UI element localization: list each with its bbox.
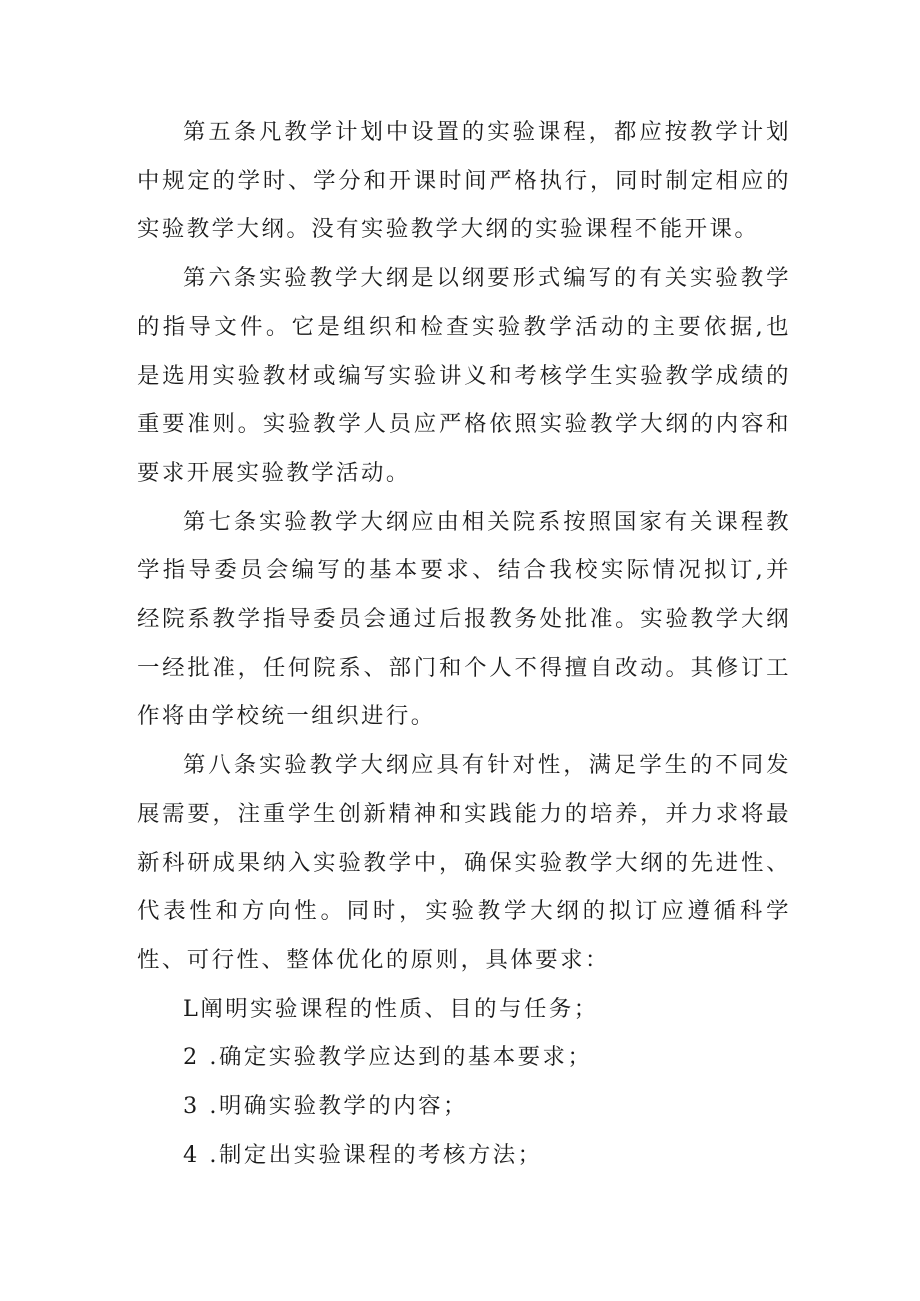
list-item: 2 .确定实验教学应达到的基本要求； bbox=[183, 1044, 593, 1071]
paragraph-article-7: 第七条实验教学大纲应由相关院系按照国家有关课程教学指导委员会编写的基本要求、结合我校实际情况拟订,并经院系教学指导委员会通过后报教务处批准。实验教学大纲一经批准，任何院系、部门和个人不得擅自改动。其修订工作将由学校统一组织进行。 bbox=[137, 508, 791, 730]
list-item: 4 .制定出实验课程的考核方法； bbox=[183, 1141, 543, 1168]
requirements-list bbox=[137, 985, 791, 1180]
paragraph-article-8: 第八条实验教学大纲应具有针对性，满足学生的不同发展需要，注重学生创新精神和实践能力的培养，并力求将最新科研成果纳入实验教学中，确保实验教学大纲的先进性、代表性和方向性。同时，实验教学大纲的拟订应遵循科学性、可行性、整体优化的原则，具体要求： bbox=[137, 752, 791, 973]
paragraph-article-5: 第五条凡教学计划中设置的实验课程，都应按教学计划中规定的学时、学分和开课时间严格执行，同时制定相应的实验教学大纲。没有实验教学大纲的实验课程不能开课。 bbox=[137, 119, 791, 243]
document-body bbox=[137, 108, 791, 1179]
list-item: 3 .明确实验教学的内容； bbox=[183, 1093, 468, 1120]
list-item: L阐明实验课程的性质、目的与任务； bbox=[183, 995, 599, 1022]
paragraph-article-6: 第六条实验教学大纲是以纲要形式编写的有关实验教学的指导文件。它是组织和检查实验教学活动的主要依据,也是选用实验教材或编写实验讲义和考核学生实验教学成绩的重要准则。实验教学人员应严格依照实验教学大纲的内容和要求开展实验教学活动。 bbox=[137, 265, 791, 486]
